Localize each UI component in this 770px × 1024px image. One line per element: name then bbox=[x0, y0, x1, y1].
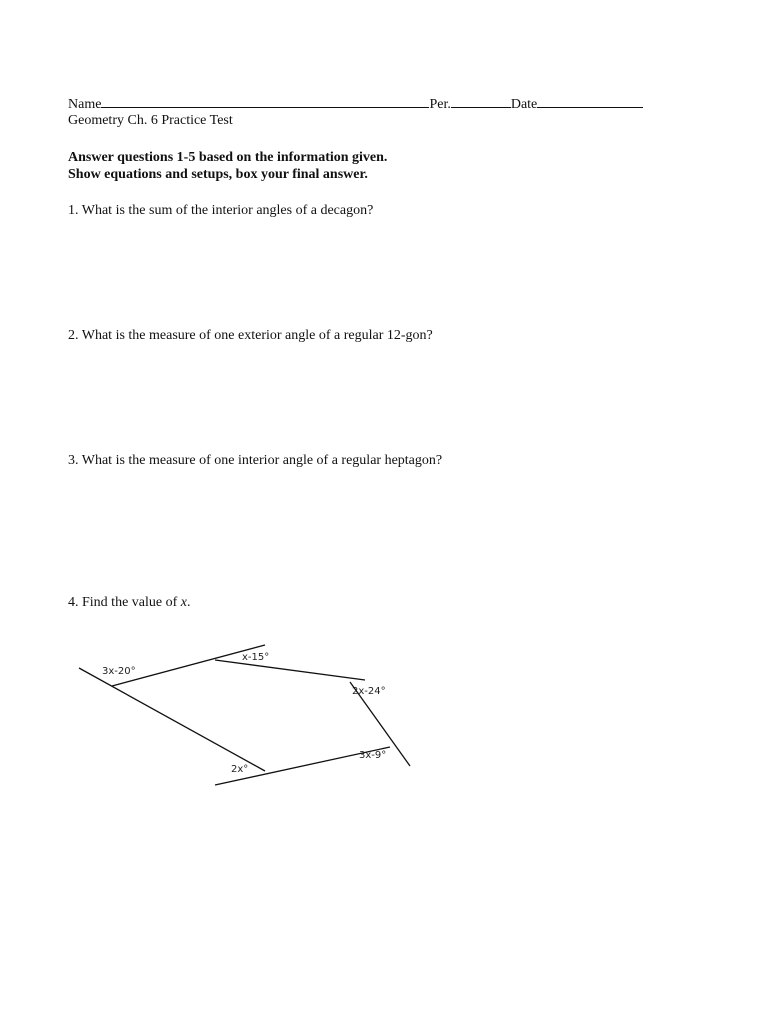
test-title: Geometry Ch. 6 Practice Test bbox=[68, 113, 233, 128]
date-blank[interactable] bbox=[537, 94, 643, 108]
angle-label-bottom: 2x° bbox=[231, 764, 249, 775]
angle-label-left: 3x-20° bbox=[102, 666, 136, 677]
question-4-variable: x bbox=[180, 595, 187, 610]
period-label: Per. bbox=[429, 97, 451, 112]
question-2: 2. What is the measure of one exterior angle of a regular 12-gon? bbox=[68, 328, 433, 343]
name-blank[interactable] bbox=[101, 94, 429, 108]
date-label: Date bbox=[510, 97, 538, 112]
question-4-suffix: . bbox=[186, 595, 191, 610]
question-1: 1. What is the sum of the interior angles of a decagon? bbox=[68, 203, 374, 218]
pentagon-exterior-angles-figure bbox=[60, 635, 430, 805]
side-lower-left bbox=[79, 668, 265, 771]
question-3: 3. What is the measure of one interior angle of a regular heptagon? bbox=[68, 453, 443, 468]
name-label: Name bbox=[68, 97, 102, 112]
side-top-right bbox=[215, 660, 365, 680]
instructions-line-1: Answer questions 1-5 based on the information given. bbox=[68, 150, 388, 165]
angle-label-right: 2x-24° bbox=[352, 686, 386, 697]
instructions-line-2: Show equations and setups, box your final answer. bbox=[68, 167, 368, 182]
angle-label-bottom-right: 3x-9° bbox=[359, 750, 387, 761]
question-4-prefix: 4. Find the value of bbox=[68, 595, 181, 610]
question-4 bbox=[68, 594, 190, 611]
period-blank[interactable] bbox=[451, 94, 511, 108]
angle-label-top: x-15° bbox=[242, 652, 270, 663]
name-row bbox=[68, 94, 643, 113]
